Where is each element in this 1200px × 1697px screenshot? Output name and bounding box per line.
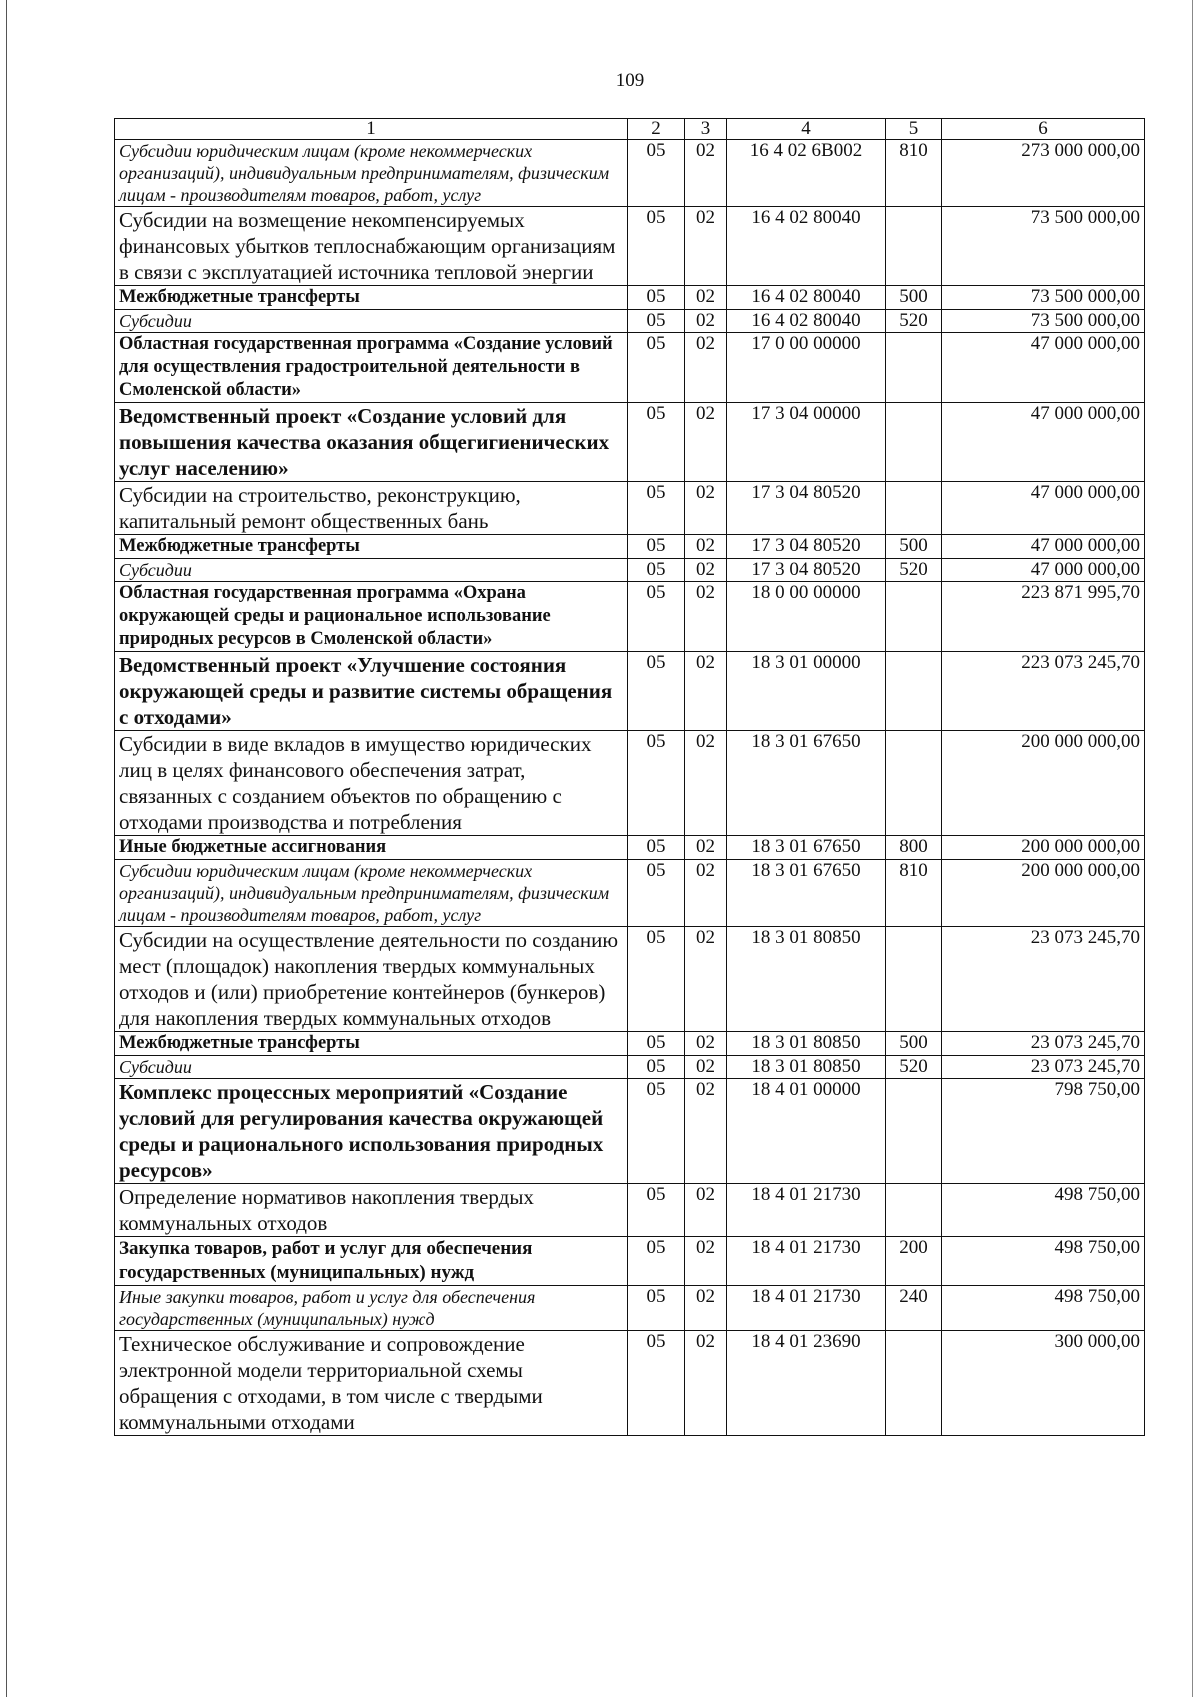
table-row — [115, 731, 1145, 836]
row-expense-type-cell: 500 — [886, 1032, 942, 1056]
header-row — [115, 119, 1145, 140]
row-code-cell: 18 3 01 67650 — [727, 836, 886, 860]
table-row — [115, 310, 1145, 333]
row-sum-cell: 23 073 245,70 — [942, 1056, 1145, 1079]
row-section-cell: 05 — [628, 535, 685, 559]
row-expense-type-cell: 200 — [886, 1237, 942, 1286]
table-row — [115, 1056, 1145, 1079]
row-expense-type-cell — [886, 582, 942, 652]
row-code-cell: 18 3 01 67650 — [727, 860, 886, 927]
table-row — [115, 482, 1145, 535]
row-sum-cell: 498 750,00 — [942, 1184, 1145, 1237]
row-expense-type-cell — [886, 1184, 942, 1237]
row-code-cell: 18 0 00 00000 — [727, 582, 886, 652]
row-section-cell: 05 — [628, 207, 685, 286]
row-code-cell: 18 4 01 21730 — [727, 1184, 886, 1237]
row-subsection-cell: 02 — [685, 1286, 727, 1331]
row-name-cell: Субсидии — [115, 559, 628, 582]
row-name-cell: Субсидии юридическим лицам (кроме некоммерческих организаций), индивидуальным предпринимателям, физическим лицам - производителям товаров, работ, услуг — [115, 860, 628, 927]
table-row — [115, 1032, 1145, 1056]
row-expense-type-cell: 810 — [886, 140, 942, 207]
row-subsection-cell: 02 — [685, 333, 727, 403]
row-name-cell: Субсидии — [115, 1056, 628, 1079]
row-expense-type-cell: 500 — [886, 286, 942, 310]
row-code-cell: 17 3 04 80520 — [727, 482, 886, 535]
row-name-cell: Областная государственная программа «Охрана окружающей среды и рациональное использование природных ресурсов в Смоленской области» — [115, 582, 628, 652]
row-subsection-cell: 02 — [685, 286, 727, 310]
row-sum-cell: 47 000 000,00 — [942, 559, 1145, 582]
table-row — [115, 207, 1145, 286]
row-subsection-cell: 02 — [685, 482, 727, 535]
row-subsection-cell: 02 — [685, 1032, 727, 1056]
row-expense-type-cell: 520 — [886, 1056, 942, 1079]
row-section-cell: 05 — [628, 731, 685, 836]
table-row — [115, 860, 1145, 927]
table-row — [115, 582, 1145, 652]
row-section-cell: 05 — [628, 310, 685, 333]
row-sum-cell: 223 871 995,70 — [942, 582, 1145, 652]
table-row — [115, 1237, 1145, 1286]
column-header: 5 — [886, 119, 942, 140]
row-name-cell: Субсидии в виде вкладов в имущество юридических лиц в целях финансового обеспечения затрат, связанных с созданием объектов по обращению с отходами производства и потребления — [115, 731, 628, 836]
row-code-cell: 17 0 00 00000 — [727, 333, 886, 403]
row-subsection-cell: 02 — [685, 1056, 727, 1079]
row-section-cell: 05 — [628, 1286, 685, 1331]
row-sum-cell: 47 000 000,00 — [942, 333, 1145, 403]
row-expense-type-cell: 520 — [886, 559, 942, 582]
row-sum-cell: 223 073 245,70 — [942, 652, 1145, 731]
row-subsection-cell: 02 — [685, 927, 727, 1032]
row-expense-type-cell: 800 — [886, 836, 942, 860]
row-code-cell: 18 3 01 80850 — [727, 927, 886, 1032]
row-expense-type-cell — [886, 927, 942, 1032]
row-name-cell: Межбюджетные трансферты — [115, 1032, 628, 1056]
row-code-cell: 18 4 01 23690 — [727, 1331, 886, 1436]
row-section-cell: 05 — [628, 836, 685, 860]
row-code-cell: 17 3 04 80520 — [727, 559, 886, 582]
row-section-cell: 05 — [628, 403, 685, 482]
row-code-cell: 18 4 01 00000 — [727, 1079, 886, 1184]
row-name-cell: Субсидии на осуществление деятельности по созданию мест (площадок) накопления твердых коммунальных отходов и (или) приобретение контейнеров (бункеров) для накопления твердых коммунальных отходов — [115, 927, 628, 1032]
row-section-cell: 05 — [628, 140, 685, 207]
row-name-cell: Закупка товаров, работ и услуг для обеспечения государственных (муниципальных) нужд — [115, 1237, 628, 1286]
row-name-cell: Межбюджетные трансферты — [115, 286, 628, 310]
row-expense-type-cell — [886, 1079, 942, 1184]
column-header: 2 — [628, 119, 685, 140]
row-name-cell: Межбюджетные трансферты — [115, 535, 628, 559]
row-sum-cell: 498 750,00 — [942, 1237, 1145, 1286]
row-section-cell: 05 — [628, 559, 685, 582]
row-sum-cell: 23 073 245,70 — [942, 1032, 1145, 1056]
row-code-cell: 18 4 01 21730 — [727, 1286, 886, 1331]
table-row — [115, 927, 1145, 1032]
row-expense-type-cell — [886, 207, 942, 286]
row-code-cell: 18 4 01 21730 — [727, 1237, 886, 1286]
row-name-cell: Субсидии юридическим лицам (кроме некоммерческих организаций), индивидуальным предпринимателям, физическим лицам - производителям товаров, работ, услуг — [115, 140, 628, 207]
row-expense-type-cell: 520 — [886, 310, 942, 333]
row-subsection-cell: 02 — [685, 1331, 727, 1436]
row-expense-type-cell — [886, 731, 942, 836]
row-name-cell: Иные закупки товаров, работ и услуг для обеспечения государственных (муниципальных) нужд — [115, 1286, 628, 1331]
table-row — [115, 140, 1145, 207]
row-name-cell: Иные бюджетные ассигнования — [115, 836, 628, 860]
column-header: 4 — [727, 119, 886, 140]
table-row — [115, 1184, 1145, 1237]
table-row — [115, 559, 1145, 582]
row-sum-cell: 498 750,00 — [942, 1286, 1145, 1331]
row-expense-type-cell: 810 — [886, 860, 942, 927]
row-subsection-cell: 02 — [685, 1079, 727, 1184]
row-sum-cell: 47 000 000,00 — [942, 482, 1145, 535]
row-name-cell: Ведомственный проект «Улучшение состояния окружающей среды и развитие системы обращения с отходами» — [115, 652, 628, 731]
table-row — [115, 333, 1145, 403]
table-row — [115, 286, 1145, 310]
row-code-cell: 18 3 01 80850 — [727, 1032, 886, 1056]
row-subsection-cell: 02 — [685, 1184, 727, 1237]
row-section-cell: 05 — [628, 1032, 685, 1056]
row-name-cell: Субсидии на возмещение некомпенсируемых финансовых убытков теплоснабжающим организациям в связи с эксплуатацией источника тепловой энергии — [115, 207, 628, 286]
column-header: 3 — [685, 119, 727, 140]
row-name-cell: Ведомственный проект «Создание условий для повышения качества оказания общегигиенических услуг населению» — [115, 403, 628, 482]
row-name-cell: Комплекс процессных мероприятий «Создание условий для регулирования качества окружающей среды и рационального использования природных ресурсов» — [115, 1079, 628, 1184]
row-code-cell: 16 4 02 6В002 — [727, 140, 886, 207]
row-section-cell: 05 — [628, 582, 685, 652]
row-sum-cell: 73 500 000,00 — [942, 286, 1145, 310]
row-sum-cell: 273 000 000,00 — [942, 140, 1145, 207]
row-code-cell: 18 3 01 00000 — [727, 652, 886, 731]
table-body — [115, 140, 1145, 1436]
row-code-cell: 16 4 02 80040 — [727, 207, 886, 286]
row-expense-type-cell — [886, 1331, 942, 1436]
row-name-cell: Определение нормативов накопления твердых коммунальных отходов — [115, 1184, 628, 1237]
row-code-cell: 18 3 01 80850 — [727, 1056, 886, 1079]
row-section-cell: 05 — [628, 1056, 685, 1079]
row-subsection-cell: 02 — [685, 140, 727, 207]
row-expense-type-cell: 240 — [886, 1286, 942, 1331]
row-sum-cell: 23 073 245,70 — [942, 927, 1145, 1032]
row-expense-type-cell — [886, 403, 942, 482]
row-code-cell: 16 4 02 80040 — [727, 286, 886, 310]
row-expense-type-cell — [886, 652, 942, 731]
row-code-cell: 17 3 04 00000 — [727, 403, 886, 482]
row-sum-cell: 300 000,00 — [942, 1331, 1145, 1436]
row-subsection-cell: 02 — [685, 535, 727, 559]
row-sum-cell: 200 000 000,00 — [942, 731, 1145, 836]
table-row — [115, 1079, 1145, 1184]
row-section-cell: 05 — [628, 482, 685, 535]
row-section-cell: 05 — [628, 1079, 685, 1184]
row-expense-type-cell — [886, 482, 942, 535]
column-header: 1 — [115, 119, 628, 140]
row-subsection-cell: 02 — [685, 836, 727, 860]
row-code-cell: 16 4 02 80040 — [727, 310, 886, 333]
row-code-cell: 17 3 04 80520 — [727, 535, 886, 559]
row-sum-cell: 200 000 000,00 — [942, 860, 1145, 927]
row-sum-cell: 47 000 000,00 — [942, 403, 1145, 482]
row-sum-cell: 200 000 000,00 — [942, 836, 1145, 860]
table-row — [115, 535, 1145, 559]
budget-table — [114, 118, 1145, 1436]
row-code-cell: 18 3 01 67650 — [727, 731, 886, 836]
table-row — [115, 652, 1145, 731]
table-row — [115, 836, 1145, 860]
row-expense-type-cell — [886, 333, 942, 403]
row-subsection-cell: 02 — [685, 731, 727, 836]
row-section-cell: 05 — [628, 333, 685, 403]
row-name-cell: Техническое обслуживание и сопровождение электронной модели территориальной схемы обращения с отходами, в том числе с твердыми коммунальными отходами — [115, 1331, 628, 1436]
column-header: 6 — [942, 119, 1145, 140]
row-section-cell: 05 — [628, 927, 685, 1032]
row-section-cell: 05 — [628, 1331, 685, 1436]
row-sum-cell: 73 500 000,00 — [942, 207, 1145, 286]
row-subsection-cell: 02 — [685, 559, 727, 582]
row-subsection-cell: 02 — [685, 652, 727, 731]
row-subsection-cell: 02 — [685, 860, 727, 927]
row-section-cell: 05 — [628, 1237, 685, 1286]
row-name-cell: Областная государственная программа «Создание условий для осуществления градостроительной деятельности в Смоленской области» — [115, 333, 628, 403]
row-section-cell: 05 — [628, 652, 685, 731]
row-name-cell: Субсидии — [115, 310, 628, 333]
row-subsection-cell: 02 — [685, 207, 727, 286]
row-section-cell: 05 — [628, 286, 685, 310]
row-expense-type-cell: 500 — [886, 535, 942, 559]
table-row — [115, 1331, 1145, 1436]
row-sum-cell: 73 500 000,00 — [942, 310, 1145, 333]
row-subsection-cell: 02 — [685, 403, 727, 482]
row-sum-cell: 798 750,00 — [942, 1079, 1145, 1184]
row-section-cell: 05 — [628, 860, 685, 927]
table-row — [115, 403, 1145, 482]
row-sum-cell: 47 000 000,00 — [942, 535, 1145, 559]
page-number: 109 — [615, 70, 645, 91]
row-subsection-cell: 02 — [685, 310, 727, 333]
row-subsection-cell: 02 — [685, 582, 727, 652]
row-section-cell: 05 — [628, 1184, 685, 1237]
row-name-cell: Субсидии на строительство, реконструкцию, капитальный ремонт общественных бань — [115, 482, 628, 535]
row-subsection-cell: 02 — [685, 1237, 727, 1286]
table-row — [115, 1286, 1145, 1331]
